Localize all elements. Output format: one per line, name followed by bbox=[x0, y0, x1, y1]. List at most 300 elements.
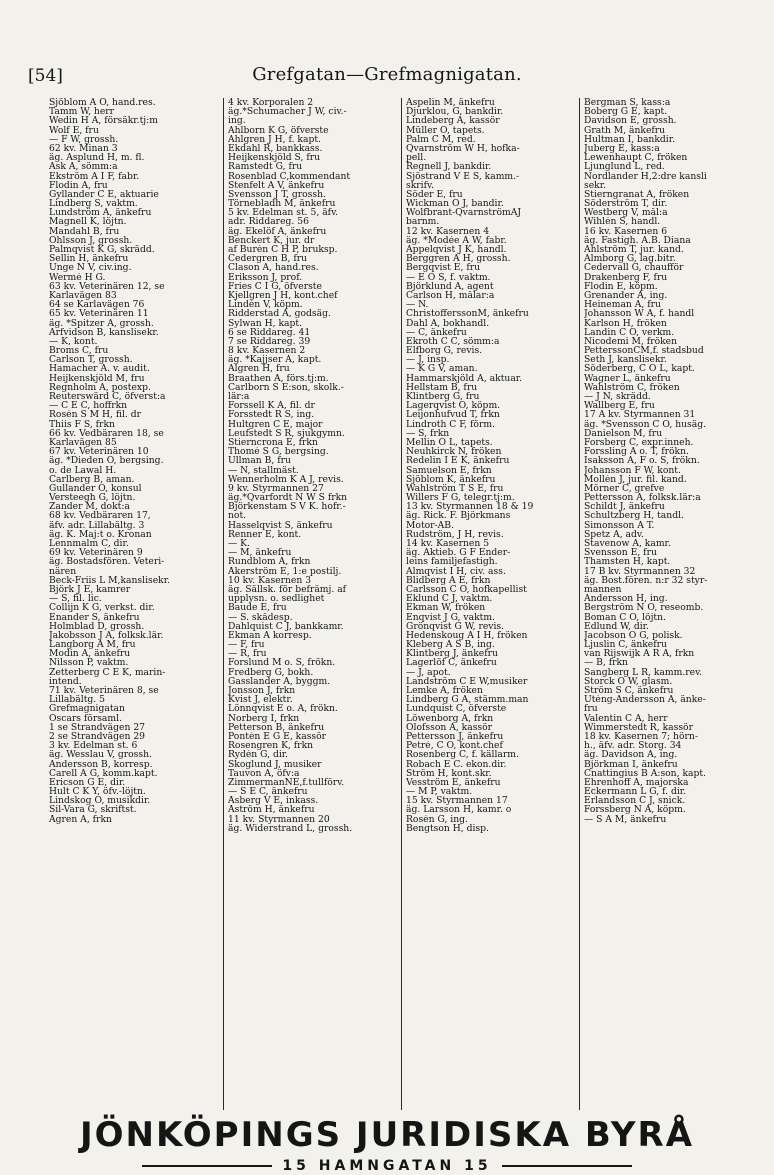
directory-entry: Davidson E, grossh. bbox=[584, 116, 677, 126]
directory-entry: äg. *Spitzer A, grossh. bbox=[49, 318, 154, 328]
directory-entry: Gasslander A, byggm. bbox=[228, 676, 331, 686]
directory-entry: Bengtson H, disp. bbox=[406, 823, 489, 833]
directory-entry: Lagerlöf C, änkefru bbox=[406, 658, 497, 668]
directory-entry: Blidberg A E, frkn bbox=[406, 575, 491, 585]
advertisement-address-row bbox=[0, 1158, 774, 1174]
directory-entry: Ridderstad A, godsäg. bbox=[228, 309, 331, 319]
directory-entry: Nordlander H,2:dre kansli bbox=[584, 171, 707, 181]
directory-entry: Wihlén S, handl. bbox=[584, 217, 661, 227]
directory-entry: äg. *Dieden O, bergsing. bbox=[49, 456, 164, 466]
directory-entry: Rudström, J H, revis. bbox=[406, 529, 504, 539]
directory-entry: Bergman S, kass:a bbox=[584, 98, 671, 108]
directory-entry: Collijn K G, verkst. dir. bbox=[49, 603, 155, 613]
directory-entry: Forslund M o. S, frökn. bbox=[228, 658, 336, 668]
directory-entry: ZimmermanNE,f.tullförv. bbox=[228, 777, 345, 788]
directory-entry: Westberg V, mål:a bbox=[584, 208, 668, 218]
directory-entry: — S, frkn bbox=[406, 428, 450, 438]
directory-entry: Lundström A, änkefru bbox=[49, 208, 152, 218]
directory-entry: Broms C, fru bbox=[49, 346, 109, 356]
directory-entry: Beck-Friis L M,kanslisekr. bbox=[49, 575, 171, 585]
directory-entry: Sjöblom A O, hand.res. bbox=[49, 98, 156, 108]
directory-entry: 63 kv. Veterinären 12, se bbox=[49, 281, 165, 291]
directory-entry: Stierncrona E, frkn bbox=[228, 437, 318, 448]
directory-entry: Forssberg N A, köpm. bbox=[584, 805, 686, 815]
directory-entry: Andersson H, ing. bbox=[584, 594, 668, 604]
directory-entry: Ekroth C C, sömm:a bbox=[406, 336, 500, 347]
directory-entry: Almborg G, lag.bitr. bbox=[584, 254, 676, 264]
directory-entry: sekr. bbox=[584, 180, 607, 190]
directory-entry: Thamsten H, kapt. bbox=[584, 557, 671, 567]
directory-entry: — M P, vaktm. bbox=[406, 787, 473, 797]
directory-entry: Hasselqvist S, änkefru bbox=[228, 520, 333, 530]
directory-entry: — S, fil. lic. bbox=[49, 594, 102, 604]
directory-entry: Almqvist I H, civ. ass. bbox=[406, 566, 506, 576]
directory-entry: äfv. adr. Lillabältg. 3 bbox=[49, 520, 145, 530]
directory-entry: Petré, C O, kont.chef bbox=[406, 741, 503, 751]
directory-entry: äg. *Modée A W, fabr. bbox=[406, 235, 507, 245]
directory-entry: Ekström A I F, fabr. bbox=[49, 171, 140, 181]
directory-entry: Zander M, dokt:a bbox=[49, 502, 130, 512]
directory-entry: Thiis F S, frkn bbox=[49, 419, 115, 429]
directory-entry: Wagner L, änkefru bbox=[584, 373, 671, 383]
directory-entry: not. bbox=[228, 511, 247, 521]
directory-entry: äg. K. Maj:t o. Kronan bbox=[49, 529, 152, 539]
directory-entry: äg. Wesslau V, grossh. bbox=[49, 750, 152, 760]
directory-entry: Juberg E, kass:a bbox=[584, 143, 660, 154]
directory-entry: Benckert K, jur. dr bbox=[228, 235, 315, 245]
directory-entry: 8 kv. Kasernen 2 bbox=[228, 346, 306, 356]
directory-entry: Ekman W, fröken bbox=[406, 603, 486, 613]
directory-entry: Enqvist J G, vaktm. bbox=[406, 612, 495, 622]
page-title: Grefgatan—Grefmagnigatan. bbox=[252, 64, 522, 85]
directory-entry: Reuterswärd C, öfverst:a bbox=[49, 392, 166, 402]
directory-entry: Erlandsson C J, snick. bbox=[584, 796, 686, 806]
directory-entry: — N, stallmäst. bbox=[228, 465, 299, 475]
directory-entry: Lindén V, köpm. bbox=[228, 300, 303, 310]
directory-entry: Schultzberg H, tandl. bbox=[584, 511, 684, 521]
directory-entry: Lindberg S, vaktm. bbox=[49, 199, 138, 209]
directory-entry: — N. bbox=[406, 300, 429, 310]
directory-entry: Langborg A M, fru bbox=[49, 640, 136, 650]
directory-entry: — S. skådesp. bbox=[228, 612, 293, 622]
directory-entry: 67 kv. Veterinären 10 bbox=[49, 447, 149, 457]
directory-entry: Lemke A, fröken bbox=[406, 686, 483, 696]
directory-entry: adr. Riddareg. 56 bbox=[228, 217, 309, 227]
directory-entry: Rosenberg C, f. källarm. bbox=[406, 750, 519, 760]
directory-entry: Forsberg C, expr.inneh. bbox=[584, 437, 694, 448]
directory-entry: o. de Lawal H. bbox=[49, 465, 117, 475]
directory-entry: 15 kv. Styrmannen 17 bbox=[406, 796, 508, 806]
directory-entry: Nilsson P, vaktm. bbox=[49, 658, 129, 668]
directory-columns bbox=[45, 98, 755, 1110]
directory-entry: Leufstedt S R, sjukgymn. bbox=[228, 428, 345, 438]
directory-column-3 bbox=[401, 98, 579, 1110]
directory-entry: 13 kv. Styrmannen 18 & 19 bbox=[406, 502, 534, 512]
directory-entry: — R, fru bbox=[228, 649, 267, 659]
directory-entry: Boman C O, löjtn. bbox=[584, 612, 666, 622]
directory-entry: Sellin H, änkefru bbox=[49, 254, 129, 264]
directory-entry: äg. Fastigh. A.B. Diana bbox=[584, 235, 691, 245]
directory-entry: Hult C K Y, öfv.-löjtn. bbox=[49, 787, 146, 797]
directory-entry: — K. bbox=[228, 539, 250, 549]
directory-entry: — C, änkefru bbox=[406, 327, 467, 337]
directory-entry: — K, kont. bbox=[49, 336, 98, 347]
directory-entry: Åsberg V E, inkass. bbox=[228, 796, 319, 806]
directory-entry: Ström S C, änkefru bbox=[584, 686, 674, 696]
directory-entry: — M, änkefru bbox=[228, 548, 292, 558]
directory-entry: Willers F G, telegr.tj:m. bbox=[406, 493, 515, 503]
directory-entry: Gyllander C E, aktuarie bbox=[49, 189, 159, 200]
directory-entry: äg. Bost.fören. n:r 32 styr- bbox=[584, 575, 708, 585]
directory-entry: Ekdahl R, bankkass. bbox=[228, 143, 323, 154]
directory-entry: äg. Sällsk. för befrämj. af bbox=[228, 584, 347, 595]
directory-entry: Kleberg A S B, ing. bbox=[406, 640, 495, 650]
directory-entry: Andersson B, korresp. bbox=[49, 759, 153, 769]
directory-entry: — J, insp. bbox=[406, 355, 450, 365]
directory-entry: van Rijswijk A R A, frkn bbox=[584, 649, 695, 659]
directory-entry: Leijonhufvud T, frkn bbox=[406, 410, 500, 420]
directory-entry: Svensson E, fru bbox=[584, 548, 657, 558]
directory-entry: äg. Aktieb. G F Ender- bbox=[406, 548, 511, 558]
directory-entry: Nicodemi M, fröken bbox=[584, 336, 678, 347]
directory-entry: 16 kv. Kasernen 6 bbox=[584, 226, 668, 236]
directory-entry: mannen bbox=[584, 584, 622, 595]
directory-column-4 bbox=[579, 98, 755, 1110]
directory-entry: Landström C E W,musiker bbox=[406, 676, 528, 686]
directory-entry: Björk J E, kamrer bbox=[49, 584, 131, 595]
directory-entry: Djurklou, G, bankdir. bbox=[406, 107, 504, 117]
directory-entry: 1 se Strandvägen 27 bbox=[49, 722, 146, 732]
directory-entry: nären bbox=[49, 566, 77, 576]
directory-entry: Svensson J T, grossh. bbox=[228, 189, 326, 200]
directory-column-1 bbox=[45, 98, 223, 1110]
directory-entry: Danielson M, fru bbox=[584, 428, 663, 438]
directory-entry: Löwenborg A, frkn bbox=[406, 713, 494, 723]
directory-entry: Petterson B, änkefru bbox=[228, 722, 325, 732]
directory-entry: Sylwan H, kapt. bbox=[228, 318, 302, 328]
directory-entry: Wolfbrant-QvarnströmAJ bbox=[406, 208, 522, 218]
directory-entry: Ågren A, frkn bbox=[49, 814, 112, 824]
directory-entry: Carlberg B, aman. bbox=[49, 474, 135, 484]
directory-entry: Fredberg G, bokh. bbox=[228, 667, 314, 677]
directory-entry: Rosengren K, frkn bbox=[228, 741, 314, 751]
directory-entry: Arfvidson B, kanslisekr. bbox=[49, 327, 159, 337]
directory-entry: Carlsson C O, hofkapellist bbox=[406, 584, 527, 595]
directory-entry: Pettersson A, folksk.lär:a bbox=[584, 493, 701, 503]
directory-entry: Dahlquist C J, bankkamr. bbox=[228, 621, 344, 631]
directory-entry: — K G V, aman. bbox=[406, 364, 478, 374]
directory-entry: 11 kv. Styrmannen 20 bbox=[228, 814, 330, 824]
directory-entry: Flodin A, fru bbox=[49, 180, 108, 190]
directory-entry: 64 se Karlavägen 76 bbox=[49, 300, 145, 310]
advertisement-banner: JÖNKÖPINGS JURIDISKA BYRÅ bbox=[79, 1115, 695, 1155]
directory-entry: Forsstedt R S, ing. bbox=[228, 410, 315, 420]
directory-entry: — J, apot. bbox=[406, 667, 451, 677]
directory-entry: Cedergren B, fru bbox=[228, 254, 308, 264]
directory-entry: Rosenblad C,kommendant bbox=[228, 171, 351, 181]
directory-entry: Renner E, kont. bbox=[228, 529, 302, 539]
directory-entry: Eklund C J, vaktm. bbox=[406, 594, 493, 604]
directory-entry: Stenfelt A V, änkefru bbox=[228, 180, 325, 190]
directory-entry: — J N, skrädd. bbox=[584, 392, 651, 402]
directory-entry: Åström H, änkefru bbox=[228, 805, 315, 815]
directory-entry: Ljuslin C, änkefru bbox=[584, 640, 667, 650]
directory-entry: Forssell K A, fil. dr bbox=[228, 401, 315, 411]
directory-entry: Lundquist C, öfverste bbox=[406, 704, 507, 714]
directory-entry: — E O S, f. vaktm. bbox=[406, 272, 491, 282]
directory-entry: 4 kv. Korporalen 2 bbox=[228, 98, 314, 108]
directory-entry: Ahlborn K G, öfverste bbox=[228, 125, 329, 135]
directory-entry: Spetz A, adv. bbox=[584, 529, 644, 539]
directory-entry: 12 kv. Kasernen 4 bbox=[406, 226, 490, 236]
directory-entry: äg. *Kajjser A, kapt. bbox=[228, 355, 322, 365]
directory-entry: Kvist J, elektr. bbox=[228, 695, 293, 705]
directory-entry: Lönnqvist E o. A, frökn. bbox=[228, 704, 338, 714]
advertisement-address: 15 HAMNGATAN 15 bbox=[282, 1157, 492, 1174]
directory-entry: Lindberg G A, stämm.man bbox=[406, 695, 529, 705]
directory-entry: Braathen A, förs.tj:m. bbox=[228, 373, 329, 383]
directory-entry: Johansson F W, kont. bbox=[584, 465, 681, 475]
directory-entry: Clason A, hand.res. bbox=[228, 263, 319, 273]
directory-entry: Uténg-Andersson A, änke- bbox=[584, 695, 706, 705]
directory-entry: Carlborn S E:son, skolk.- bbox=[228, 382, 344, 392]
directory-entry: Rydén G, dir. bbox=[228, 750, 289, 760]
directory-entry: Stierngranat A, fröken bbox=[584, 189, 690, 200]
directory-entry: Boberg G E, kapt. bbox=[584, 107, 668, 117]
directory-entry: 68 kv. Vedbäraren 17, bbox=[49, 511, 151, 521]
directory-entry: PetterssonCM,f. stadsbud bbox=[584, 346, 704, 356]
directory-entry: äg.*Qvarfordt N W S frkn bbox=[228, 493, 348, 503]
directory-entry: 71 kv. Veterinären 8, se bbox=[49, 686, 159, 696]
directory-entry: 6 se Riddareg. 41 bbox=[228, 327, 311, 337]
directory-entry: Ahlgren J H, f. kapt. bbox=[228, 134, 321, 144]
directory-entry: Wickman O J, bandir. bbox=[406, 199, 504, 209]
directory-entry: Pontén E G E, kassör bbox=[228, 731, 327, 742]
directory-entry: Wermé H G. bbox=[49, 272, 106, 282]
directory-entry: Holmblad D, grossh. bbox=[49, 621, 145, 631]
directory-entry: äg. Rick. F. Björkmans bbox=[406, 511, 511, 521]
directory-entry: Qvarnström W H, hofka- bbox=[406, 143, 520, 154]
directory-entry: Olofsson A, kassör bbox=[406, 722, 493, 732]
directory-entry: äg. Ekelöf A, änkefru bbox=[228, 226, 327, 236]
directory-entry: Zetterberg C E K, marin- bbox=[49, 667, 166, 677]
directory-entry: Modin A, änkefru bbox=[49, 649, 131, 659]
directory-entry: Ekman A korresp. bbox=[228, 630, 312, 641]
directory-entry: Regnholm A, postexp. bbox=[49, 382, 151, 392]
directory-entry: Motor-AB. bbox=[406, 520, 454, 530]
directory-entry: Ohlsson J, grossh. bbox=[49, 235, 133, 245]
directory-entry: Kjellgren J H, kont.chef bbox=[228, 290, 338, 301]
directory-entry: Isaksson A, F o. S, frökn. bbox=[584, 456, 700, 466]
directory-entry: Jonsson J, frkn bbox=[228, 686, 296, 696]
directory-entry: Robach E C. ekon.dir. bbox=[406, 759, 507, 769]
directory-entry: h., äfv. adr. Storg. 34 bbox=[584, 741, 682, 751]
directory-entry: Gullander O, konsul bbox=[49, 483, 142, 494]
directory-entry: Enander S, änkefru bbox=[49, 612, 140, 622]
directory-entry: Karlavägen 85 bbox=[49, 437, 117, 448]
directory-entry: Palmqvist K G, skrädd. bbox=[49, 245, 155, 255]
directory-entry: Elfborg G, revis. bbox=[406, 346, 483, 356]
directory-entry: äg.*Schumacher J W, civ.- bbox=[228, 107, 347, 117]
directory-entry: Björklund A, agent bbox=[406, 281, 494, 291]
directory-entry: Storck O W, glasm. bbox=[584, 676, 673, 686]
directory-entry: Törnebladh M, änkefru bbox=[228, 199, 336, 209]
directory-entry: Åkerström E, 1:e postilj. bbox=[228, 566, 342, 576]
directory-entry: 65 kv. Veterinären 11 bbox=[49, 309, 149, 319]
directory-entry: af Burén C H P, bruksp. bbox=[228, 245, 338, 255]
directory-entry: Bergström N O, reseomb. bbox=[584, 603, 704, 613]
directory-entry: Berggren A H, grossh. bbox=[406, 254, 511, 264]
directory-entry: Valentin C A, herr bbox=[584, 713, 668, 723]
directory-entry: Seth J, kanslisekr. bbox=[584, 355, 667, 365]
directory-entry: Rundblom A, frkn bbox=[228, 557, 311, 567]
directory-entry: Ahlström T, jur. kand. bbox=[584, 245, 684, 255]
directory-entry: Ullman B, fru bbox=[228, 456, 291, 466]
directory-entry: Hellstam B, fru bbox=[406, 382, 478, 392]
directory-entry: Rosén S M H, fil. dr bbox=[49, 410, 142, 420]
advertisement-footer bbox=[0, 1115, 774, 1174]
directory-entry: 3 kv. Edelman st. 6 bbox=[49, 741, 138, 751]
directory-entry: 10 kv. Kasernen 3 bbox=[228, 575, 312, 585]
directory-entry: Tauvon A, öfv:a bbox=[228, 768, 300, 778]
directory-entry: Hammarskjöld A, aktuar. bbox=[406, 373, 523, 383]
directory-entry: Palm C M, red. bbox=[406, 134, 476, 144]
directory-entry: Hamacher A. v. audit. bbox=[49, 364, 150, 374]
directory-entry: — S E C, änkefru bbox=[228, 787, 308, 797]
directory-entry: — C E C, hoffrkn bbox=[49, 401, 128, 411]
directory-entry: Björkenstam S V K. hofr.- bbox=[228, 502, 346, 512]
directory-entry: Grönqvist G W, revis. bbox=[406, 621, 505, 631]
directory-entry: Thomé S G, bergsing. bbox=[228, 447, 329, 457]
directory-entry: pell. bbox=[406, 153, 427, 163]
directory-entry: Carell A G, komm.kapt. bbox=[49, 768, 158, 778]
directory-entry: Aspelin M, änkefru bbox=[406, 98, 495, 108]
directory-entry: Mellin O L, tapets. bbox=[406, 437, 493, 448]
directory-entry: ing. bbox=[228, 116, 246, 126]
directory-column-2 bbox=[223, 98, 401, 1110]
directory-entry: Wennerholm K A J, revis. bbox=[228, 474, 344, 484]
directory-entry: Ericson G E, dir. bbox=[49, 777, 126, 788]
directory-entry: Söderberg, C O L, kapt. bbox=[584, 364, 695, 374]
directory-entry: fru bbox=[584, 704, 598, 714]
directory-entry: Söderström T, dir. bbox=[584, 199, 668, 209]
directory-entry: Rosén G, ing. bbox=[406, 814, 468, 824]
directory-entry: Lagerqvist O, köpm. bbox=[406, 401, 501, 411]
directory-entry: Heineman A, fru bbox=[584, 300, 661, 310]
directory-entry: äg. Widerstrand L, grossh. bbox=[228, 823, 353, 833]
directory-entry: Magnell K, löjtn. bbox=[49, 217, 127, 227]
directory-entry: Skoglund J, musiker bbox=[228, 759, 322, 769]
directory-entry: Pettersson J, änkefru bbox=[406, 731, 504, 742]
directory-entry: Edlund W, dir. bbox=[584, 621, 649, 631]
directory-entry: Wallberg E, fru bbox=[584, 401, 655, 411]
directory-entry: — F W, grossh. bbox=[49, 134, 119, 144]
directory-entry: Lindeberg A, kassör bbox=[406, 116, 500, 126]
directory-entry: äg. Asplund H, m. fl. bbox=[49, 153, 145, 163]
directory-entry: Lindroth C F, förm. bbox=[406, 419, 495, 429]
directory-entry: Versteegh G, löjtn. bbox=[49, 493, 136, 503]
directory-entry: Söder E, fru bbox=[406, 189, 463, 200]
directory-entry: Heijkenskjöld M, fru bbox=[49, 373, 145, 383]
directory-entry: äg. Larsson H, kamr. o bbox=[406, 805, 512, 815]
directory-entry: Forssling A o. T, frökn. bbox=[584, 447, 689, 457]
directory-entry: Mollén J, jur. fil. kand. bbox=[584, 474, 687, 484]
directory-entry: Vesström E, änkefru bbox=[406, 777, 501, 788]
directory-entry: Sangberg L R, kamm.rev. bbox=[584, 667, 703, 677]
directory-entry: Samuelson E, frkn bbox=[406, 465, 492, 475]
directory-entry: Wahlström T S E, fru bbox=[406, 483, 504, 494]
directory-entry: Lennmalm C, dir. bbox=[49, 539, 129, 549]
directory-entry: Mörner C, grefve bbox=[584, 483, 665, 494]
directory-entry: Wolf E, fru bbox=[49, 125, 99, 135]
directory-entry: Ström H, kont.skr. bbox=[406, 768, 492, 778]
directory-entry: 18 kv. Kasernen 7; hörn- bbox=[584, 731, 698, 742]
directory-entry: Appelqvist J K, handl. bbox=[406, 245, 507, 255]
directory-entry: Landin C O, verkm. bbox=[584, 327, 675, 337]
directory-entry: Jakobsson J A, folksk.lär. bbox=[49, 630, 164, 641]
directory-entry: äg. Davidson A, ing. bbox=[584, 750, 678, 760]
directory-entry: skrifv. bbox=[406, 180, 435, 190]
directory-entry: Algren H, fru bbox=[228, 364, 290, 374]
directory-entry: Drakenberg F, fru bbox=[584, 272, 668, 282]
page-number: [54] bbox=[28, 66, 63, 86]
directory-entry: Johansson W A, f. handl bbox=[584, 309, 695, 319]
footer-rule-left bbox=[142, 1165, 272, 1167]
directory-entry: Grenander A, ing. bbox=[584, 290, 668, 301]
directory-entry: Lillabältg. 5 bbox=[49, 695, 105, 705]
directory-entry: — S A M, änkefru bbox=[584, 814, 667, 824]
directory-entry: Cedervall G, chaufför bbox=[584, 263, 684, 273]
directory-entry: 14 kv. Kasernen 5 bbox=[406, 539, 490, 549]
directory-entry: Grefmagnigatan bbox=[49, 704, 125, 714]
directory-entry: Sjöblom K, änkefru bbox=[406, 474, 496, 484]
directory-entry: leins familjefastigh. bbox=[406, 557, 498, 567]
directory-entry: Klintberg J, änkefru bbox=[406, 649, 498, 659]
directory-entry: Ask A, sömm:a bbox=[49, 162, 118, 172]
directory-entry: 2 se Strandvägen 29 bbox=[49, 731, 146, 742]
directory-entry: Redelin I E K, änkefru bbox=[406, 456, 510, 466]
directory-entry: Unge N V, civ.ing. bbox=[49, 263, 132, 273]
directory-entry: Oscars församl. bbox=[49, 713, 122, 723]
directory-entry: Tamm W, herr bbox=[49, 107, 115, 117]
directory-entry: Lindskog O, musikdir. bbox=[49, 796, 151, 806]
directory-entry: Bergqvist E, fru bbox=[406, 263, 481, 273]
directory-entry: Eriksson J, prof. bbox=[228, 272, 303, 282]
directory-entry: 62 kv. Minan 3 bbox=[49, 143, 118, 154]
directory-entry: Hedenskoug A I H, fröken bbox=[406, 630, 528, 641]
directory-entry: Eckermann L G, f. dir. bbox=[584, 787, 687, 797]
directory-entry: Stavenow A, kamr. bbox=[584, 539, 671, 549]
directory-entry: 69 kv. Veterinären 9 bbox=[49, 548, 143, 558]
directory-entry: 7 se Riddareg. 39 bbox=[228, 336, 311, 347]
directory-entry: Müller O, tapets. bbox=[406, 125, 485, 135]
directory-entry: Flodin E, köpm. bbox=[584, 281, 658, 291]
directory-entry: Sil-Vara G, skriftst. bbox=[49, 805, 137, 815]
directory-entry: Hultman I, bankdir. bbox=[584, 134, 676, 144]
directory-entry: 17 B kv. Styrmannen 32 bbox=[584, 566, 696, 576]
directory-entry: upplysn. o. sedlighet bbox=[228, 594, 325, 604]
directory-entry: Wedin H A, försäkr.tj:m bbox=[49, 116, 158, 126]
directory-entry: Baude E, fru bbox=[228, 603, 287, 613]
directory-entry: Lewenhaupt C, fröken bbox=[584, 153, 688, 163]
directory-entry: barnm. bbox=[406, 217, 440, 227]
directory-entry: Grath M, änkefru bbox=[584, 125, 666, 135]
directory-entry: 5 kv. Edelman st. 5, äfv. bbox=[228, 208, 339, 218]
directory-entry: 66 kv. Vedbäraren 18, se bbox=[49, 428, 164, 438]
directory-entry: — B, frkn bbox=[584, 658, 628, 668]
directory-entry: Norberg I, frkn bbox=[228, 713, 300, 723]
directory-entry: intend. bbox=[49, 676, 82, 686]
